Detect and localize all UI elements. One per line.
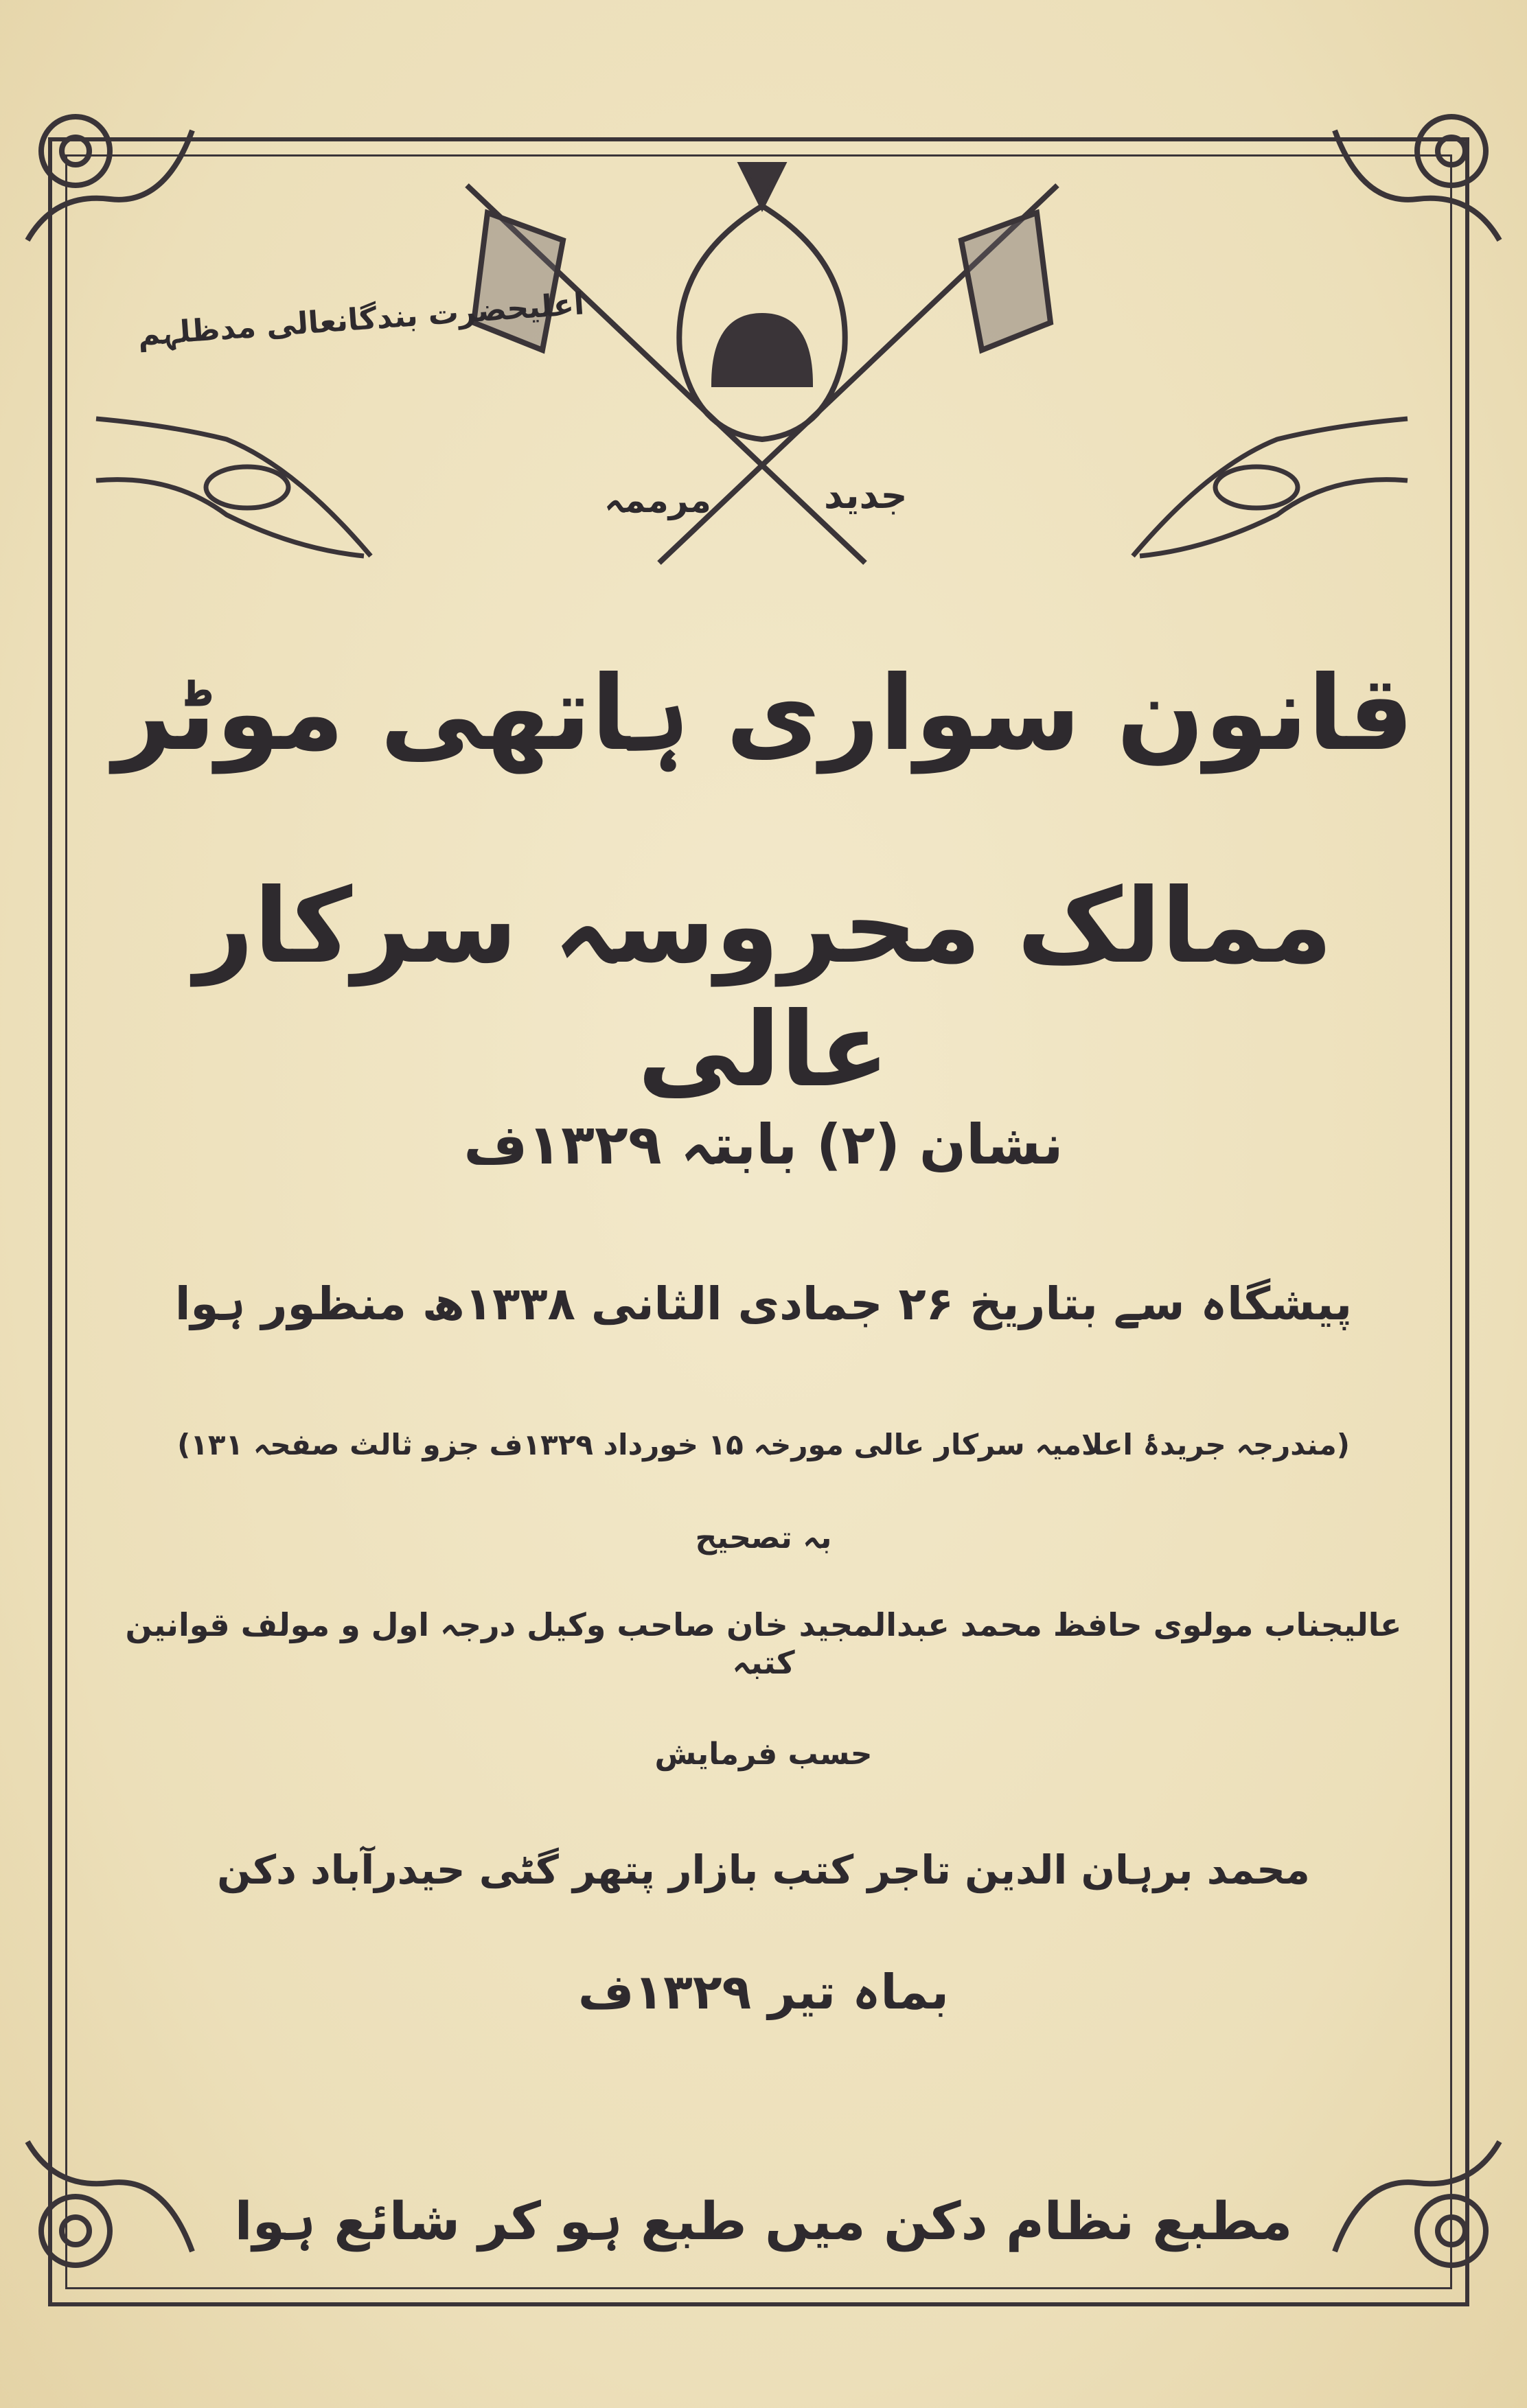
ornament-corner-icon — [1307, 89, 1513, 295]
ornament-corner-icon — [14, 89, 220, 295]
edition-new-label: جدید — [824, 474, 908, 517]
publication-date: بماہ تیر ۱۳۲۹ف — [578, 1964, 949, 2020]
correction-label: بہ تصحیح — [695, 1520, 832, 1555]
publisher-credit: محمد برہان الدین تاجر کتب بازار پتھر گٹی حیدرآباد دکن — [217, 1846, 1310, 1893]
crown-flags-emblem-icon — [384, 124, 1140, 570]
author-credit: عالیجناب مولوی حافظ محمد عبدالمجید خان صاحب وکیل درجہ اول و مولف قوانین کتبہ — [125, 1606, 1402, 1682]
honorific-text: اعلیحضرت بندگانعالی مدظلہم — [137, 286, 586, 353]
request-label: حسب فرمایش — [654, 1737, 873, 1772]
approval-statement: پیشگاہ سے بتاریخ ۲۶ جمادی الثانی ۱۳۳۸ھ منظور ہوا — [174, 1277, 1353, 1330]
law-number: نشان (۲) بابتہ ۱۳۲۹ف — [463, 1113, 1064, 1177]
edition-revised-label: مرممہ — [604, 481, 711, 520]
gazette-reference: (مندرجہ جریدۂ اعلامیہ سرکار عالی مورخہ ۱۵ خورداد ۱۳۲۹ف جزو ثالث صفحہ ۱۳۱) — [177, 1428, 1350, 1461]
page-title-line-2: ممالک محروسہ سرکار عالی — [194, 867, 1333, 1110]
pointing-hand-right-icon — [89, 398, 378, 577]
pointing-hand-left-icon — [1126, 398, 1414, 577]
page-title-line-1: قانون سواری ہاتھی موٹر — [113, 654, 1414, 774]
press-imprint: مطبع نظام دکن میں طبع ہو کر شائع ہوا — [234, 2190, 1293, 2251]
